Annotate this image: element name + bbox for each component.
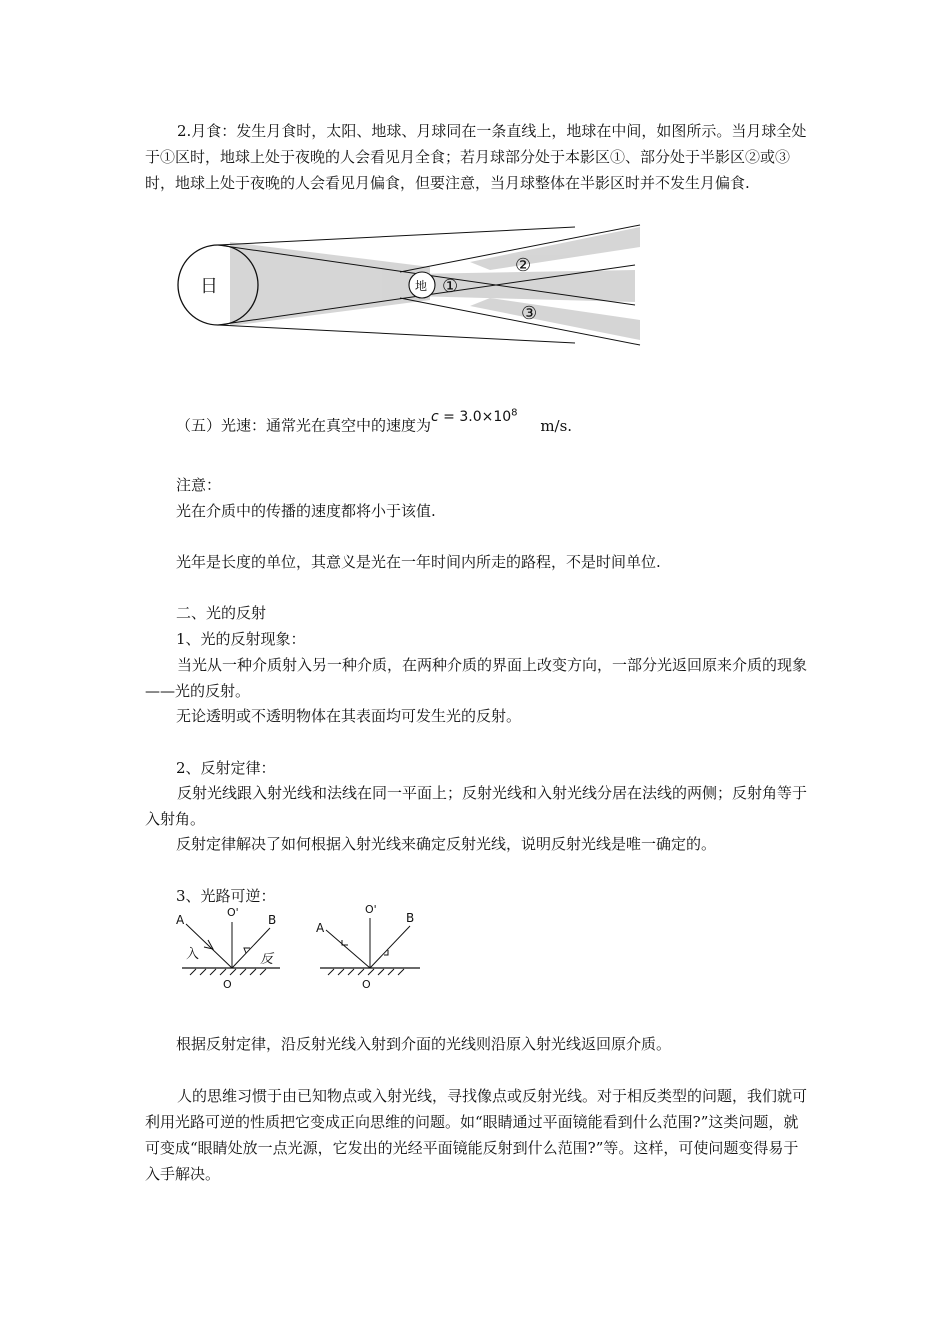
subsection-2-paragraph-2: 反射定律解决了如何根据入射光线来确定反射光线，说明反射光线是唯一确定的。 [176, 835, 717, 853]
zone-2-label: ② [515, 255, 532, 276]
point-b-label: B [268, 913, 277, 927]
section-2-title: 二、光的反射 [176, 604, 267, 622]
reflected-label: 反 [260, 952, 274, 967]
subsection-2-title: 2、反射定律： [176, 759, 276, 777]
speed-unit: m/s. [540, 416, 573, 435]
sun-label: 日 [200, 276, 218, 297]
zone-1-label: ① [442, 276, 459, 297]
earth-label: 地 [415, 279, 428, 293]
incident-label: 入 [186, 947, 200, 962]
point-a-label: A [176, 913, 185, 927]
eclipse-paragraph: 2.月食：发生月食时，太阳、地球、月球同在一条直线上，地球在中间，如图所示。当月球全处于①区时，地球上处于夜晚的人会看见月全食；若月球部分处于本影区①、部分处于半影区②或③时，地球上处于夜晚的人会看见月偏食，但要注意，当月球整体在半影区时并不发生月偏食. [145, 122, 807, 192]
speed-formula: $c = 3.0\times 10^8$ [431, 407, 518, 425]
point-b-label: B [406, 911, 415, 925]
note-2: 光年是长度的单位，其意义是光在一年时间内所走的路程，不是时间单位. [176, 553, 661, 571]
subsection-2-paragraph-1: 反射光线跟入射光线和法线在同一平面上；反射光线和入射光线分居在法线的两侧；反射角等于入射角。 [145, 784, 808, 828]
normal-label: O' [365, 903, 377, 916]
subsection-1-title: 1、光的反射现象： [176, 630, 306, 648]
lunar-eclipse-diagram [170, 222, 645, 350]
normal-label: O' [227, 906, 239, 919]
speed-line [176, 407, 573, 440]
subsection-1-paragraph-2: 无论透明或不透明物体在其表面均可发生光的反射。 [176, 707, 522, 725]
subsection-3-title: 3、光路可逆： [176, 887, 276, 905]
reflection-diagram-reversed [312, 900, 430, 992]
subsection-3-paragraph-2: 人的思维习惯于由已知物点或入射光线，寻找像点或反射光线。对于相反类型的问题，我们就可利用光路可逆的性质把它变成正向思维的问题。如“眼睛通过平面镜能看到什么范围?”这类问题，就可变成“眼睛处放一点光源，它发出的光经平面镜能反射到什么范围?”等。这样，可使问题变得易于入手解决。 [145, 1087, 808, 1183]
point-o-label: O [362, 978, 371, 991]
subsection-3-paragraph-1: 根据反射定律，沿反射光线入射到介面的光线则沿原入射光线返回原介质。 [176, 1035, 672, 1053]
subsection-1-paragraph-1: 当光从一种介质射入另一种介质，在两种介质的界面上改变方向，一部分光返回原来介质的现象——光的反射。 [145, 656, 808, 700]
reflection-diagram-forward [172, 904, 290, 992]
point-a-label: A [316, 921, 325, 935]
speed-prefix: （五）光速：通常光在真空中的速度为 [176, 416, 432, 435]
note-1: 光在介质中的传播的速度都将小于该值. [176, 502, 436, 520]
zone-3-label: ③ [521, 303, 538, 324]
point-o-label: O [223, 978, 232, 991]
note-title: 注意： [176, 476, 222, 494]
